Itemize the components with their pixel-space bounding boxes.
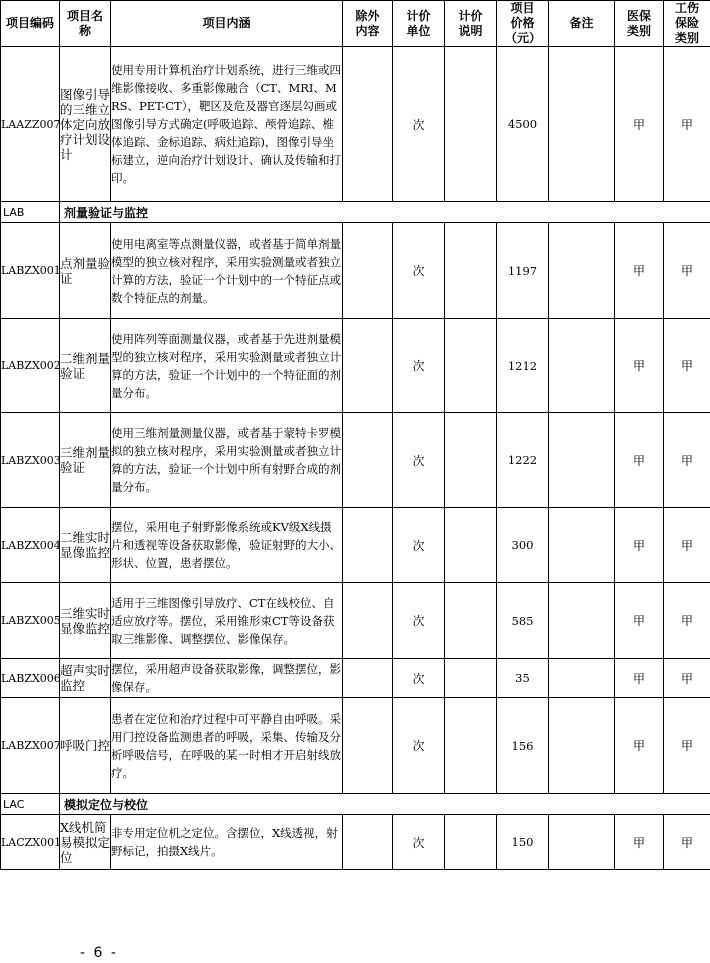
table-row <box>1 698 710 794</box>
table-row <box>1 659 710 698</box>
item-exclude <box>343 413 393 508</box>
item-med-ins: 甲 <box>615 698 664 794</box>
item-content: 非专用定位机之定位。含摆位，X线透视，射野标记，拍摄X线片。 <box>111 815 343 870</box>
item-code: LABZX006 <box>1 659 60 698</box>
item-med-ins: 甲 <box>615 47 664 202</box>
item-exclude <box>343 583 393 659</box>
item-exclude <box>343 223 393 319</box>
item-name: 超声实时监控 <box>60 659 111 698</box>
item-work-ins: 甲 <box>664 508 710 583</box>
item-med-ins: 甲 <box>615 583 664 659</box>
item-unit: 次 <box>393 413 445 508</box>
section-title: 模拟定位与校位 <box>60 794 710 815</box>
section-code: LAC <box>1 794 60 815</box>
item-med-ins: 甲 <box>615 508 664 583</box>
item-price: 150 <box>497 815 549 870</box>
header-remark: 备注 <box>549 1 615 47</box>
table-row <box>1 583 710 659</box>
header-name: 项目名称 <box>60 1 111 47</box>
item-content: 使用电离室等点测量仪器，或者基于简单剂量模型的独立核对程序，采用实验测量或者独立计算的方法，验证一个计划中的一个特征点或数个特征点的剂量。 <box>111 223 343 319</box>
item-name: 呼吸门控 <box>60 698 111 794</box>
item-exclude <box>343 508 393 583</box>
item-price: 35 <box>497 659 549 698</box>
item-remark <box>549 815 615 870</box>
item-explain <box>445 698 497 794</box>
item-content: 使用专用计算机治疗计划系统，进行三维或四维影像接收、多重影像融合（CT、MRI、MRS、PET-CT），靶区及危及器官逐层勾画或图像引导方式确定(呼吸追踪、颅骨追踪、椎体追踪、金标追踪、病灶追踪)，图像引导坐标建立，逆向治疗计划设计、确认及传输和打印。 <box>111 47 343 202</box>
header-row <box>1 1 710 47</box>
item-remark <box>549 508 615 583</box>
item-exclude <box>343 47 393 202</box>
item-work-ins: 甲 <box>664 815 710 870</box>
item-price: 4500 <box>497 47 549 202</box>
item-remark <box>549 47 615 202</box>
item-content: 使用阵列等面测量仪器，或者基于先进剂量模型的独立核对程序，采用实验测量或者独立计算的方法，验证一个计划中的一个特征面的剂量分布。 <box>111 319 343 413</box>
item-med-ins: 甲 <box>615 223 664 319</box>
item-name: 三维实时显像监控 <box>60 583 111 659</box>
item-unit: 次 <box>393 319 445 413</box>
item-code: LABZX003 <box>1 413 60 508</box>
table-row <box>1 413 710 508</box>
item-content: 适用于三维图像引导放疗、CT在线校位、自适应放疗等。摆位，采用锥形束CT等设备获取三维影像、调整摆位、影像保存。 <box>111 583 343 659</box>
item-unit: 次 <box>393 659 445 698</box>
item-remark <box>549 583 615 659</box>
item-code: LABZX002 <box>1 319 60 413</box>
item-work-ins: 甲 <box>664 223 710 319</box>
header-code: 项目编码 <box>1 1 60 47</box>
header-med-ins: 医保类别 <box>615 1 664 47</box>
header-content: 项目内涵 <box>111 1 343 47</box>
item-explain <box>445 319 497 413</box>
section-code: LAB <box>1 202 60 223</box>
item-name: 点剂量验证 <box>60 223 111 319</box>
item-med-ins: 甲 <box>615 659 664 698</box>
item-explain <box>445 815 497 870</box>
item-exclude <box>343 319 393 413</box>
item-unit: 次 <box>393 223 445 319</box>
item-remark <box>549 223 615 319</box>
item-work-ins: 甲 <box>664 319 710 413</box>
item-price: 300 <box>497 508 549 583</box>
item-med-ins: 甲 <box>615 413 664 508</box>
item-explain <box>445 659 497 698</box>
item-content: 摆位，采用超声设备获取影像，调整摆位，影像保存。 <box>111 659 343 698</box>
item-exclude <box>343 659 393 698</box>
item-code: LACZX001 <box>1 815 60 870</box>
item-price: 1222 <box>497 413 549 508</box>
item-remark <box>549 413 615 508</box>
table-row <box>1 223 710 319</box>
item-exclude <box>343 698 393 794</box>
item-unit: 次 <box>393 815 445 870</box>
item-explain <box>445 508 497 583</box>
table-row <box>1 815 710 870</box>
item-remark <box>549 698 615 794</box>
item-explain <box>445 583 497 659</box>
item-explain <box>445 223 497 319</box>
section-row-lac <box>1 794 710 815</box>
item-price: 1197 <box>497 223 549 319</box>
item-unit: 次 <box>393 583 445 659</box>
item-name: 二维实时显像监控 <box>60 508 111 583</box>
item-work-ins: 甲 <box>664 698 710 794</box>
page-number: - 6 - <box>80 945 118 961</box>
header-explain: 计价说明 <box>445 1 497 47</box>
header-unit: 计价单位 <box>393 1 445 47</box>
item-code: LABZX007 <box>1 698 60 794</box>
item-price: 1212 <box>497 319 549 413</box>
item-work-ins: 甲 <box>664 413 710 508</box>
item-explain <box>445 413 497 508</box>
item-name: 三维剂量验证 <box>60 413 111 508</box>
item-unit: 次 <box>393 47 445 202</box>
table-row <box>1 508 710 583</box>
item-unit: 次 <box>393 698 445 794</box>
item-code: LABZX005 <box>1 583 60 659</box>
item-code: LABZX001 <box>1 223 60 319</box>
section-title: 剂量验证与监控 <box>60 202 710 223</box>
item-work-ins: 甲 <box>664 659 710 698</box>
item-name: 二维剂量验证 <box>60 319 111 413</box>
item-content: 使用三维剂量测量仪器，或者基于蒙特卡罗模拟的独立核对程序，采用实验测量或者独立计算的方法，验证一个计划中所有射野合成的剂量分布。 <box>111 413 343 508</box>
item-price: 156 <box>497 698 549 794</box>
item-med-ins: 甲 <box>615 815 664 870</box>
item-explain <box>445 47 497 202</box>
item-remark <box>549 319 615 413</box>
header-exclude: 除外内容 <box>343 1 393 47</box>
item-remark <box>549 659 615 698</box>
item-work-ins: 甲 <box>664 47 710 202</box>
item-price: 585 <box>497 583 549 659</box>
item-med-ins: 甲 <box>615 319 664 413</box>
item-name: 图像引导的三维立体定向放疗计划设计 <box>60 47 111 202</box>
item-code: LABZX004 <box>1 508 60 583</box>
item-unit: 次 <box>393 508 445 583</box>
item-work-ins: 甲 <box>664 583 710 659</box>
table-row <box>1 319 710 413</box>
header-work-ins: 工伤保险类别 <box>664 1 710 47</box>
item-code: LAAZZ007 <box>1 47 60 202</box>
item-content: 患者在定位和治疗过程中可平静自由呼吸。采用门控设备监测患者的呼吸，采集、传输及分析呼吸信号，在呼吸的某一时相才开启射线放疗。 <box>111 698 343 794</box>
item-exclude <box>343 815 393 870</box>
item-content: 摆位，采用电子射野影像系统或KV级X线摄片和透视等设备获取影像，验证射野的大小、形状、位置，患者摆位。 <box>111 508 343 583</box>
section-row-lab <box>1 202 710 223</box>
table-row <box>1 47 710 202</box>
item-name: X线机简易模拟定位 <box>60 815 111 870</box>
header-price: 项目价格（元） <box>497 1 549 47</box>
